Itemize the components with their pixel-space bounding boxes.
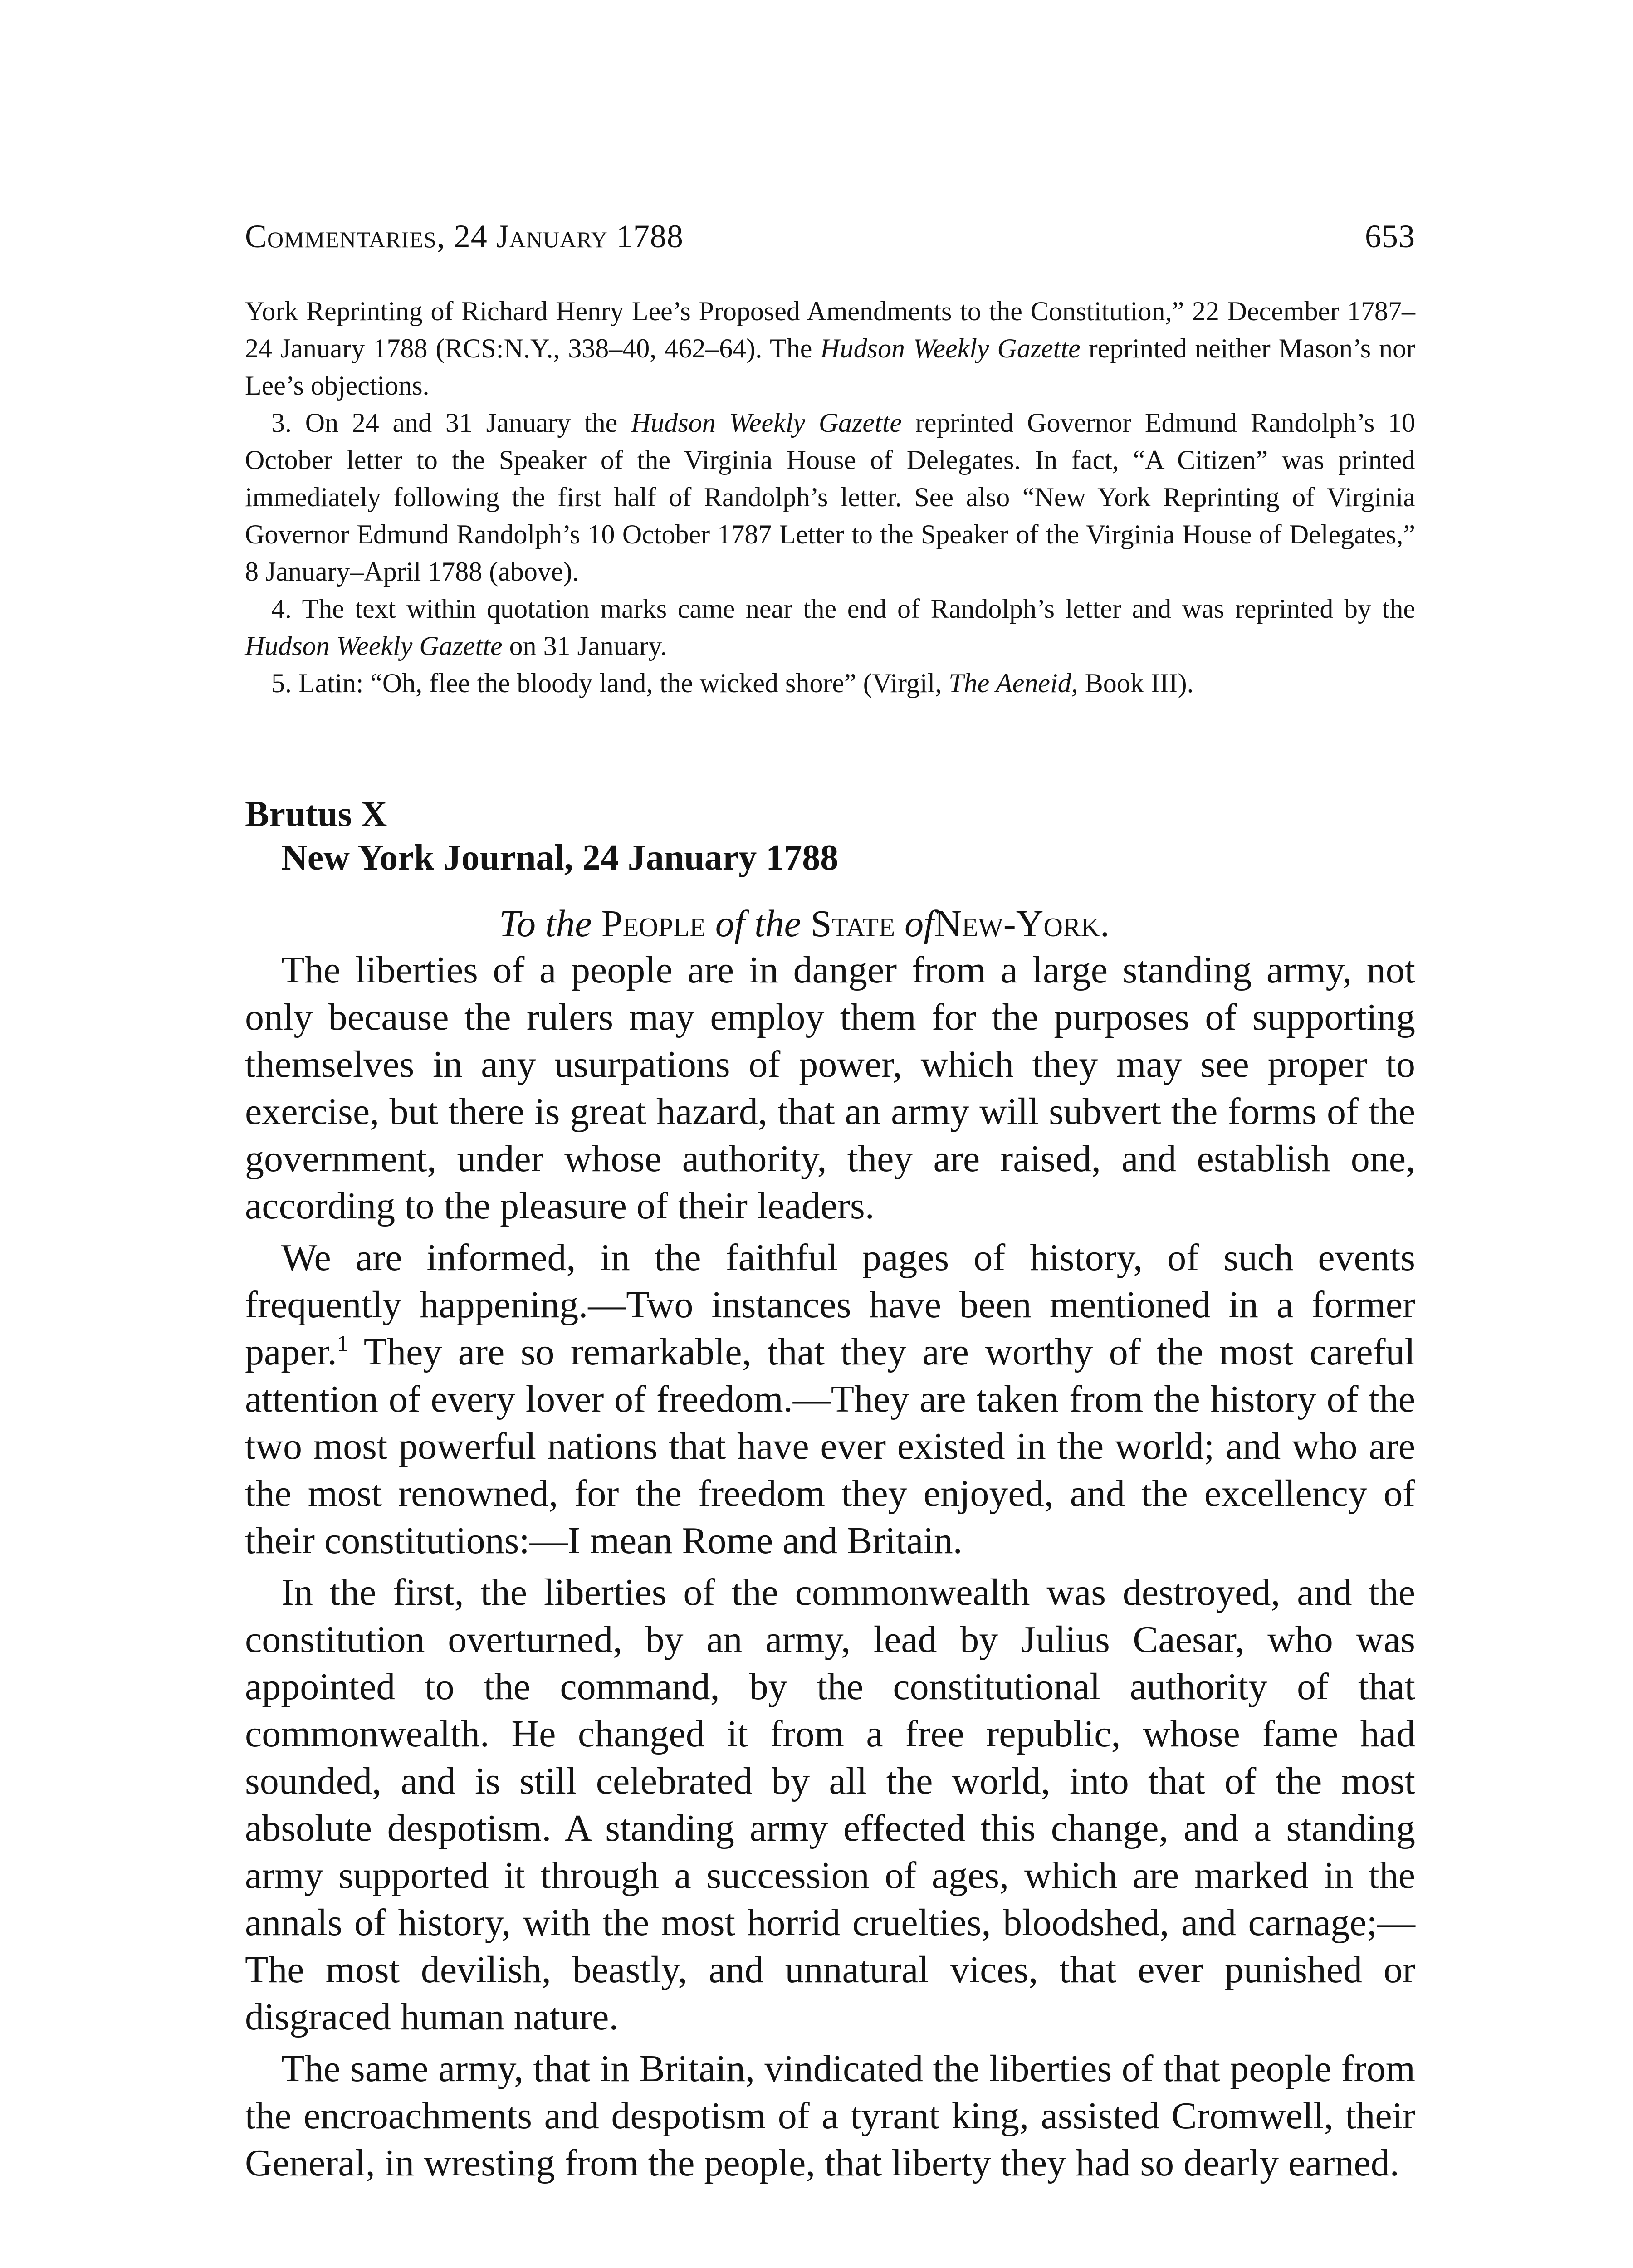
endnote-4: 4. The text within quotation marks came near the end of Randolph’s letter and was reprinted by the Hudson Weekly Gazette on 31 January. bbox=[245, 594, 1415, 661]
paragraph-2: We are informed, in the faithful pages of history, of such events frequently happening.—Two instances have been mentioned in a former paper.$^1$ They are so remarkable, that they are worthy of the most careful attention of every lover of freedom.—They are taken from the history of the two most powerful nations that have ever existed in the world; and who are the most renowned, for the freedom they enjoyed, and the excellency of their constitutions:—I mean Rome and Britain. bbox=[245, 1237, 1415, 1562]
paragraph-1: The liberties of a people are in danger from a large standing army, not only because the rulers may employ them for the purposes of supporting themselves in any usurpations of power, which they may see proper to exercise, but there is great hazard, that an army will subvert the forms of the government, under whose authority, they are raised, and establish one, according to the pleasure of their leaders. bbox=[245, 949, 1415, 1227]
paragraph-3: In the first, the liberties of the commonwealth was destroyed, and the constitution overturned, by an army, lead by Julius Caesar, who was appointed to the command, by the constitutional authority of that commonwealth. He changed it from a free republic, whose fame had sounded, and is still celebrated by all the world, into that of the most absolute despotism. A standing army effected this change, and a standing army supported it through a succession of ages, which are marked in the annals of history, with the most horrid cruelties, bloodshed, and carnage;—The most devilish, beastly, and unnatural vices, that ever punished or disgraced human nature. bbox=[245, 1571, 1415, 2038]
article-title: Brutus X bbox=[245, 794, 387, 834]
running-head-title: Commentaries, 24 January 1788 bbox=[245, 218, 684, 254]
paragraph-4: The same army, that in Britain, vindicated the liberties of that people from the encroachments and despotism of a tyrant king, assisted Cromwell, their General, in wresting from the people, that liberty they had so dearly earned. bbox=[245, 2048, 1415, 2184]
endnote-continued: York Reprinting of Richard Henry Lee’s Proposed Amendments to the Constitution,” 22 December 1787–24 January 1788 (RCS:N.Y., 338–40, 462–64). The Hudson Weekly Gazette reprinted neither Mason’s nor Lee’s objections. bbox=[245, 296, 1415, 401]
article-body bbox=[245, 947, 1415, 2187]
book-page bbox=[245, 218, 1415, 2191]
article-source: New York Journal, 24 January 1788 bbox=[281, 838, 839, 878]
endnotes bbox=[245, 293, 1415, 702]
endnote-5: 5. Latin: “Oh, flee the bloody land, the wicked shore” (Virgil, The Aeneid, Book III). bbox=[271, 668, 1194, 698]
page-number: 653 bbox=[1365, 218, 1415, 254]
article-heading bbox=[245, 792, 1415, 880]
salutation: To the People of the State ofNew-York. bbox=[499, 903, 1110, 945]
footnote-ref: 1 bbox=[337, 1330, 348, 1356]
endnote-3: 3. On 24 and 31 January the Hudson Weekly Gazette reprinted Governor Edmund Randolph’s 10 October letter to the Speaker of the Virginia House of Delegates. In fact, “A Citizen” was printed immediately following the first half of Randolph’s letter. See also “New York Reprinting of Virginia Governor Edmund Randolph’s 10 October 1787 Letter to the Speaker of the Virginia House of Delegates,” 8 January–April 1788 (above). bbox=[245, 408, 1415, 587]
running-head bbox=[245, 218, 1415, 255]
